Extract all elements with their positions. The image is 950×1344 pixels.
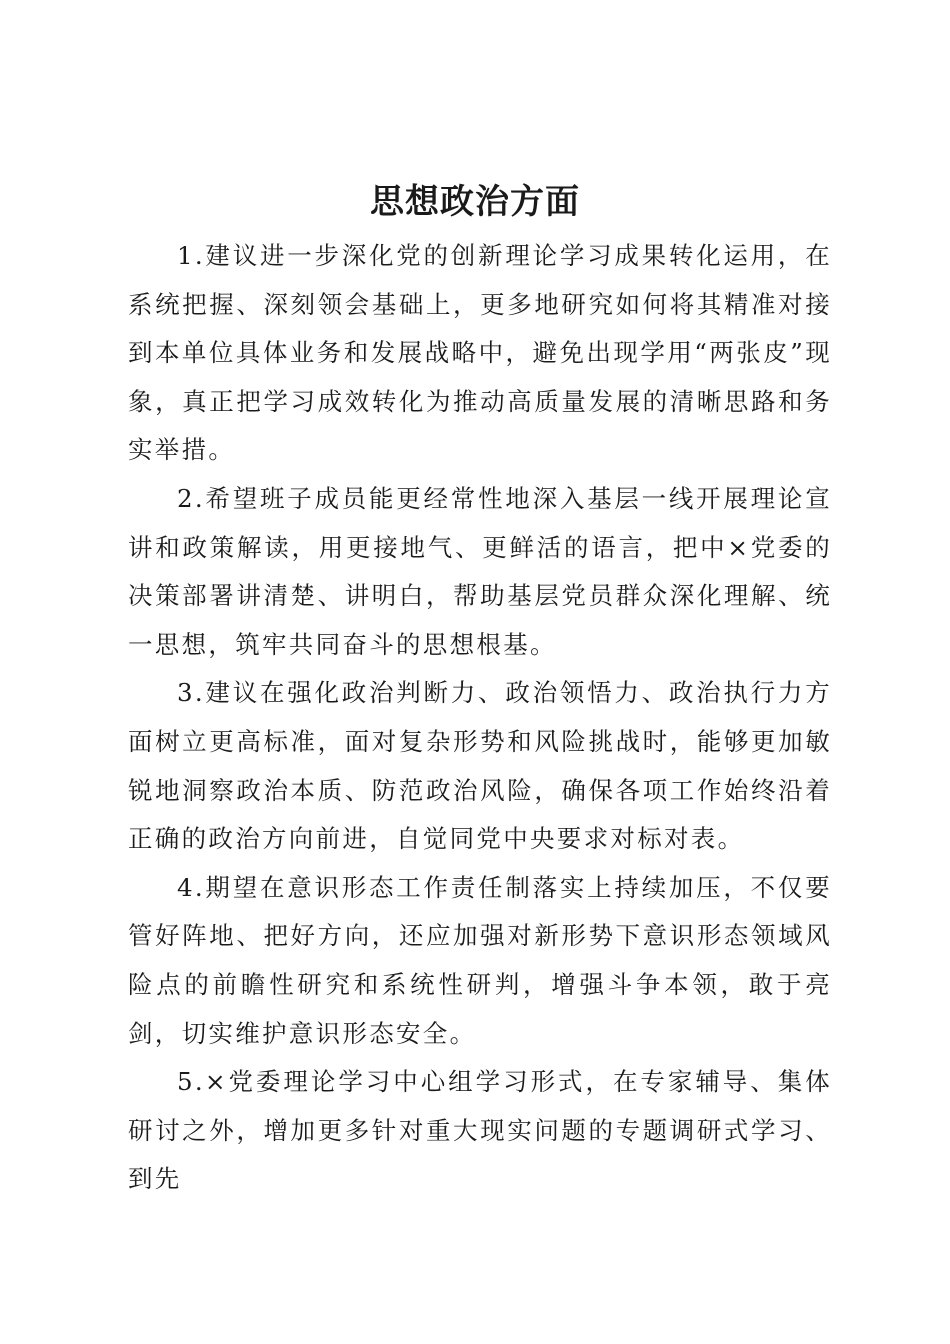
paragraph-4: 4.期望在意识形态工作责任制落实上持续加压，不仅要管好阵地、把好方向，还应加强对新形势下意识形态领域风险点的前瞻性研究和系统性研判，增强斗争本领，敢于亮剑，切实维护意识形态安全。 [128,872,832,1048]
paragraph-5: 5.×党委理论学习中心组学习形式，在专家辅导、集体研讨之外，增加更多针对重大现实问题的专题调研式学习、到先 [128,1067,832,1194]
document-title: 思想政治方面 [370,182,580,222]
document-body [128,232,832,1204]
paragraph-2: 2.希望班子成员能更经常性地深入基层一线开展理论宣讲和政策解读，用更接地气、更鲜活的语言，把中×党委的决策部署讲清楚、讲明白，帮助基层党员群众深化理解、统一思想，筑牢共同奋斗的思想根基。 [128,483,832,659]
paragraph-1: 1.建议进一步深化党的创新理论学习成果转化运用，在系统把握、深刻领会基础上，更多地研究如何将其精准对接到本单位具体业务和发展战略中，避免出现学用“两张皮”现象，真正把学习成效转化为推动高质量发展的清晰思路和务实举措。 [128,241,832,465]
paragraph-3: 3.建议在强化政治判断力、政治领悟力、政治执行力方面树立更高标准，面对复杂形势和风险挑战时，能够更加敏锐地洞察政治本质、防范政治风险，确保各项工作始终沿着正确的政治方向前进，自觉同党中央要求对标对表。 [128,678,832,854]
